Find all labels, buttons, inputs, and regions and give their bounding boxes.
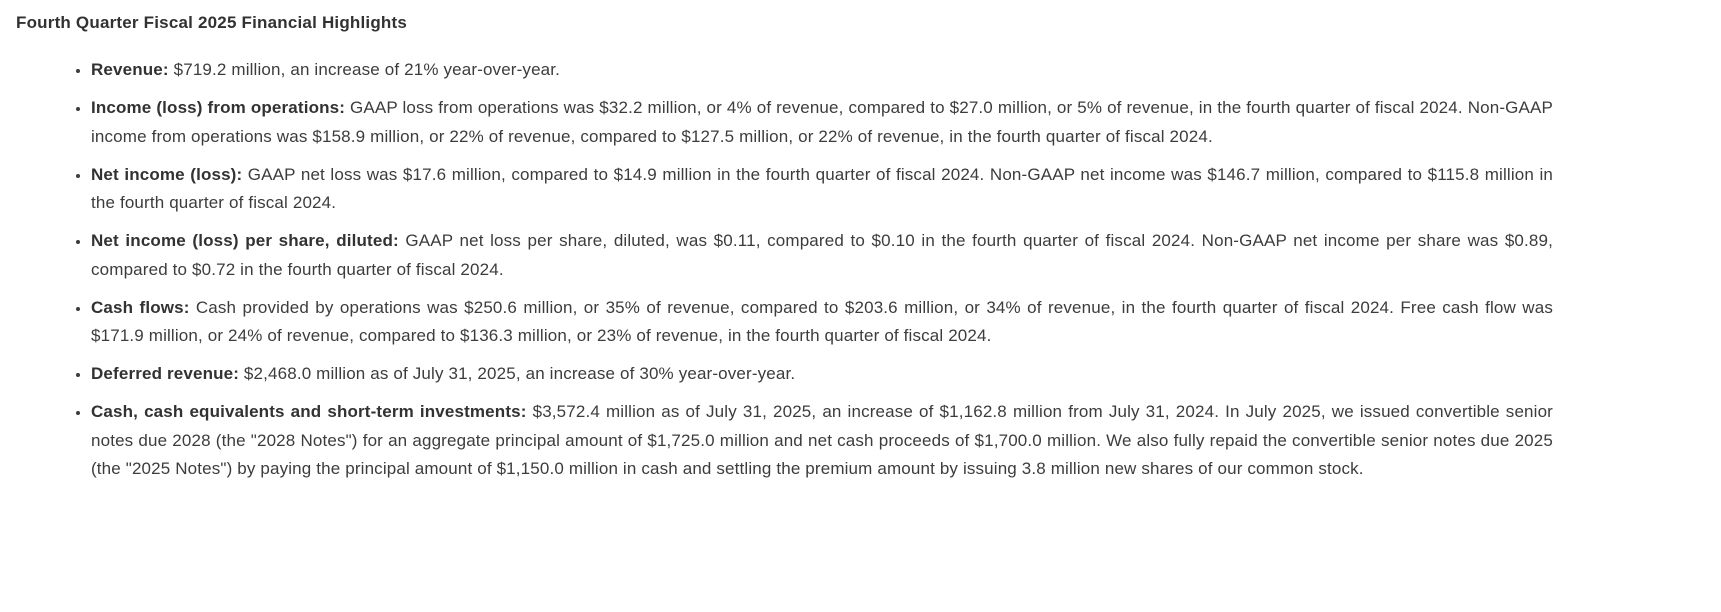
highlight-text: $3,572.4 million as of July 31, 2025, an increase of $1,162.8 million from July 31, 2024. In July 2025, we issued convertible senior notes due 2028 (the "2028 Notes") for an aggregate principal amount of $1,725.0 million and net cash proceeds of $1,700.0 million. We also fully repaid the convertible senior notes due 2025 (the "2025 Notes") by paying the principal amount of $1,150.0 million in cash and settling the premium amount by issuing 3.8 million new shares of our common stock. [91, 402, 1553, 478]
highlight-text: GAAP net loss per share, diluted, was $0.11, compared to $0.10 in the fourth quarter of fiscal 2024. Non-GAAP net income per share was $0.89, compared to $0.72 in the fourth quarter of fiscal 2024. [91, 231, 1553, 279]
list-item [91, 227, 1553, 284]
financial-highlights-page [0, 12, 1721, 612]
highlight-text: Cash provided by operations was $250.6 million, or 35% of revenue, compared to $203.6 million, or 34% of revenue, in the fourth quarter of fiscal 2024. Free cash flow was $171.9 million, or 24% of revenue, compared to $136.3 million, or 23% of revenue, in the fourth quarter of fiscal 2024. [91, 297, 1553, 345]
highlight-text: GAAP loss from operations was $32.2 million, or 4% of revenue, compared to $27.0 million, or 5% of revenue, in the fourth quarter of fiscal 2024. Non-GAAP income from operations was $158.9 million, or 22% of revenue, compared to $127.5 million, or 22% of revenue, in the fourth quarter of fiscal 2024. [91, 98, 1553, 146]
highlight-label: Cash flows: [91, 297, 190, 317]
list-item [91, 56, 1553, 85]
highlights-list [0, 56, 1721, 484]
list-item [91, 94, 1553, 151]
list-item [91, 161, 1553, 218]
highlight-label: Deferred revenue: [91, 364, 240, 383]
highlight-label: Net income (loss): [91, 164, 243, 184]
highlight-text: $719.2 million, an increase of 21% year-over-year. [168, 60, 561, 79]
highlight-label: Income (loss) from operations: [91, 98, 346, 117]
list-item [91, 360, 1553, 389]
highlight-label: Net income (loss) per share, diluted: [91, 231, 399, 250]
page-title: Fourth Quarter Fiscal 2025 Financial Highlights [16, 13, 408, 32]
highlight-text: GAAP net loss was $17.6 million, compared to $14.9 million in the fourth quarter of fiscal 2024. Non-GAAP net income was $146.7 million, compared to $115.8 million in the fourth quarter of fiscal 2024. [91, 164, 1553, 212]
highlight-text: $2,468.0 million as of July 31, 2025, an increase of 30% year-over-year. [239, 364, 796, 383]
list-item [91, 398, 1553, 484]
highlight-label: Cash, cash equivalents and short-term investments: [91, 402, 527, 421]
list-item [91, 294, 1553, 351]
highlight-label: Revenue: [91, 60, 169, 79]
